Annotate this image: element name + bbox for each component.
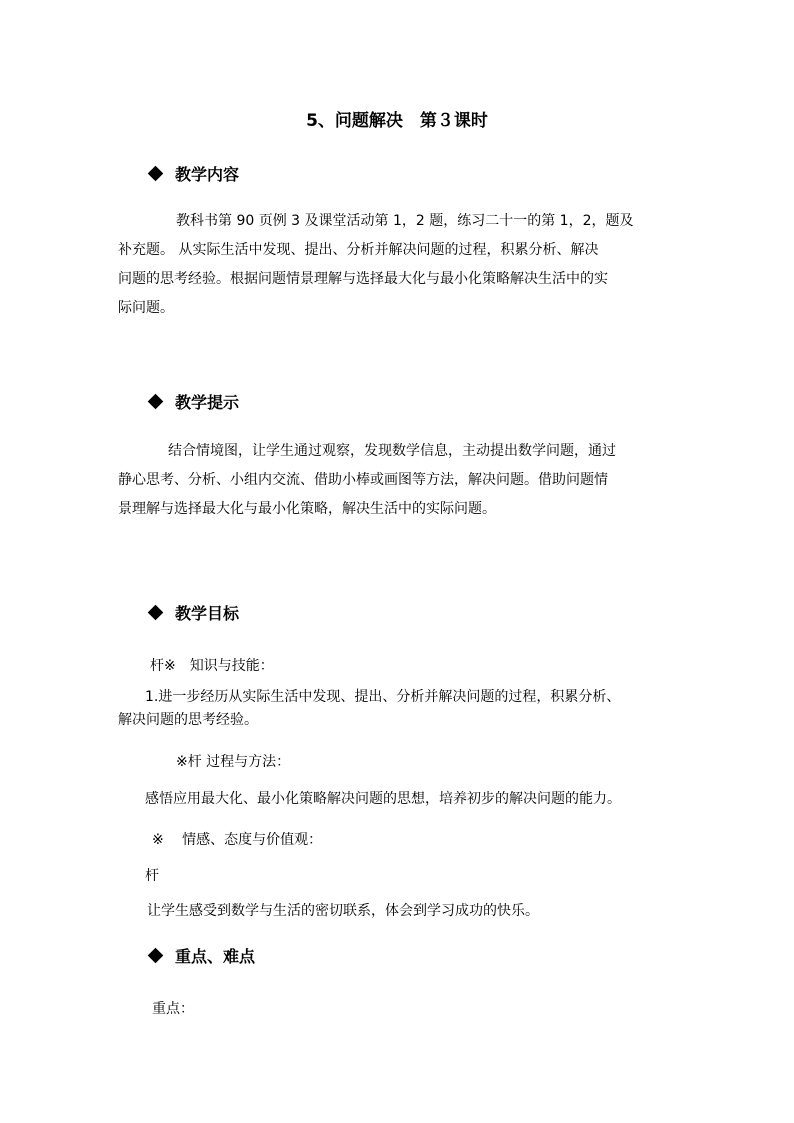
hints-line-2: 静心思考、分析、小组内交流、借助小棒或画图等方法，解决问题。借助问题情 [118, 472, 608, 488]
diamond-bullet-icon [148, 948, 164, 964]
section-heading-label: 重点、难点 [175, 947, 256, 966]
section-heading-keypoints [150, 944, 255, 967]
hints-line-3: 景理解与选择最大化与最小化策略，解决生活中的实际问题。 [118, 501, 496, 517]
goal-attitude-text: 让学生感受到数学与生活的密切联系，体会到学习成功的快乐。 [147, 903, 539, 919]
page-title: 5、问题解决 第３课时 [306, 111, 488, 131]
section-heading-goals [150, 601, 239, 624]
goal-knowledge-line-1: 1.进一步经历从实际生活中发现、提出、分析并解决问题的过程，积累分析、 [145, 689, 621, 705]
goal-attitude-label: ※ 情感、态度与价值观： [152, 832, 323, 848]
content-line-3: 问题的思考经验。根据问题情景理解与选择最大化与最小化策略解决生活中的实 [118, 271, 608, 287]
section-heading-content [150, 162, 239, 185]
content-line-4: 际问题。 [118, 300, 174, 316]
section-heading-label: 教学提示 [175, 393, 240, 412]
content-line-1: 教科书第 90 页例 3 及课堂活动第 1，2 题，练习二十一的第 1，2，题及 [176, 213, 634, 229]
goal-knowledge-line-2: 解决问题的思考经验。 [118, 712, 258, 728]
goal-knowledge-label: 杆※ 知识与技能： [150, 658, 274, 674]
hints-line-1: 结合情境图，让学生通过观察，发现数学信息，主动提出数学问题，通过 [168, 443, 616, 459]
focus-label: 重点： [152, 1001, 194, 1017]
goal-process-label: ※杆 过程与方法： [176, 754, 291, 770]
content-line-2: 补充题。 从实际生活中发现、提出、分析并解决问题的过程，积累分析、解决 [118, 242, 599, 258]
diamond-bullet-icon [148, 605, 164, 621]
goal-attitude-mark: 杆 [145, 868, 159, 884]
section-heading-label: 教学内容 [175, 165, 240, 184]
diamond-bullet-icon [148, 166, 164, 182]
diamond-bullet-icon [148, 394, 164, 410]
section-heading-label: 教学目标 [175, 604, 240, 623]
goal-process-text: 感悟应用最大化、最小化策略解决问题的思想，培养初步的解决问题的能力。 [145, 791, 621, 807]
section-heading-hints [150, 390, 239, 413]
